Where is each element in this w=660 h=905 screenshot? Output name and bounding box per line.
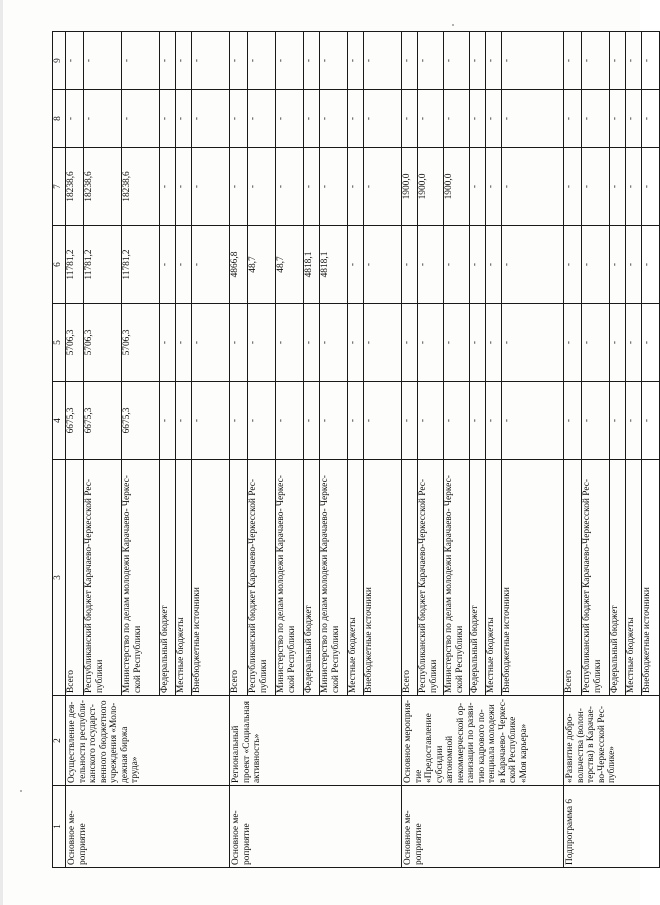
- rotated-table-wrapper: [52, 32, 652, 868]
- value-cell: 11781,2: [66, 226, 84, 304]
- value-cell: -: [192, 304, 230, 382]
- value-cell: -: [192, 382, 230, 460]
- value-cell: -: [176, 226, 192, 304]
- value-cell: -: [626, 226, 642, 304]
- value-cell: -: [486, 90, 502, 148]
- value-cell: -: [66, 90, 84, 148]
- value-cell: -: [348, 90, 364, 148]
- value-cell: -: [364, 304, 402, 382]
- value-cell: -: [444, 32, 470, 90]
- value-cell: -: [248, 90, 276, 148]
- value-cell: -: [160, 304, 176, 382]
- budget-table: [52, 31, 660, 868]
- value-cell: -: [418, 304, 444, 382]
- table-row: [402, 32, 418, 868]
- column-number: 3: [53, 460, 66, 696]
- value-cell: 11781,2: [84, 226, 122, 304]
- value-cell: -: [276, 90, 304, 148]
- item-name-cell: Основное мероприятие «Предоставление субсидии автономной некоммерческой организации по развитию кадрового потенциала молодежи в Карачаево- Черкесской Республике «Моя карьера»: [402, 696, 564, 786]
- value-cell: -: [364, 382, 402, 460]
- value-cell: 48,7: [248, 226, 276, 304]
- funding-source-cell: Республиканский бюджет Карачаево-Черкесской Республики: [84, 460, 122, 696]
- funding-source-cell: Внебюджетные источники: [364, 460, 402, 696]
- value-cell: -: [248, 304, 276, 382]
- value-cell: -: [160, 148, 176, 226]
- funding-source-cell: Министерство по делам молодежи Карачаево- Черкесской Республики: [320, 460, 348, 696]
- funding-source-cell: Местные бюджеты: [176, 460, 192, 696]
- value-cell: 5706,3: [66, 304, 84, 382]
- table-row: [564, 32, 582, 868]
- value-cell: -: [582, 32, 610, 90]
- funding-source-cell: Всего: [402, 460, 418, 696]
- value-cell: -: [248, 382, 276, 460]
- value-cell: -: [486, 304, 502, 382]
- value-cell: -: [642, 226, 660, 304]
- item-type-cell: Основное мероприятие: [66, 786, 230, 868]
- value-cell: 1900,0: [444, 148, 470, 226]
- value-cell: -: [192, 90, 230, 148]
- value-cell: -: [402, 226, 418, 304]
- value-cell: -: [470, 90, 486, 148]
- funding-source-cell: Местные бюджеты: [626, 460, 642, 696]
- value-cell: -: [348, 226, 364, 304]
- item-name-cell: Осуществление деятельности республиканского государственного бюджетного учреждения «Молодежная биржа труда»: [66, 696, 230, 786]
- value-cell: 6675,3: [122, 382, 160, 460]
- value-cell: -: [192, 148, 230, 226]
- value-cell: 6675,3: [66, 382, 84, 460]
- value-cell: 18238,6: [84, 148, 122, 226]
- value-cell: -: [582, 226, 610, 304]
- scan-speck: [20, 790, 22, 792]
- item-type-cell: Основное мероприятие: [230, 786, 402, 868]
- value-cell: -: [642, 148, 660, 226]
- value-cell: -: [642, 32, 660, 90]
- column-number: 8: [53, 90, 66, 148]
- value-cell: -: [402, 304, 418, 382]
- value-cell: -: [610, 32, 626, 90]
- table-body: [53, 32, 660, 868]
- value-cell: -: [348, 304, 364, 382]
- value-cell: -: [176, 148, 192, 226]
- value-cell: -: [564, 226, 582, 304]
- funding-source-cell: Внебюджетные источники: [192, 460, 230, 696]
- value-cell: -: [564, 148, 582, 226]
- value-cell: -: [564, 304, 582, 382]
- table-row: [230, 32, 248, 868]
- funding-source-cell: Республиканский бюджет Карачаево-Черкесской Республики: [582, 460, 610, 696]
- value-cell: -: [364, 32, 402, 90]
- funding-source-cell: Республиканский бюджет Карачаево-Черкесской Республики: [418, 460, 444, 696]
- value-cell: -: [502, 32, 564, 90]
- funding-source-cell: Федеральный бюджет: [470, 460, 486, 696]
- value-cell: -: [470, 226, 486, 304]
- funding-source-cell: Внебюджетные источники: [642, 460, 660, 696]
- value-cell: 5706,3: [84, 304, 122, 382]
- value-cell: -: [626, 32, 642, 90]
- value-cell: -: [304, 148, 320, 226]
- funding-source-cell: Федеральный бюджет: [610, 460, 626, 696]
- value-cell: -: [304, 382, 320, 460]
- value-cell: -: [122, 90, 160, 148]
- value-cell: -: [626, 382, 642, 460]
- value-cell: -: [402, 32, 418, 90]
- value-cell: -: [348, 148, 364, 226]
- value-cell: -: [610, 148, 626, 226]
- funding-source-cell: Федеральный бюджет: [160, 460, 176, 696]
- value-cell: 5706,3: [122, 304, 160, 382]
- value-cell: -: [122, 32, 160, 90]
- value-cell: 4818,1: [304, 226, 320, 304]
- value-cell: -: [320, 304, 348, 382]
- scan-speck: [452, 24, 454, 26]
- value-cell: -: [564, 382, 582, 460]
- value-cell: 4818,1: [320, 226, 348, 304]
- value-cell: -: [230, 90, 248, 148]
- column-number: 1: [53, 786, 66, 868]
- value-cell: -: [304, 90, 320, 148]
- value-cell: -: [486, 148, 502, 226]
- value-cell: -: [276, 304, 304, 382]
- table-row: [66, 32, 84, 868]
- value-cell: -: [320, 148, 348, 226]
- value-cell: -: [642, 382, 660, 460]
- funding-source-cell: Всего: [230, 460, 248, 696]
- value-cell: -: [192, 32, 230, 90]
- value-cell: -: [444, 90, 470, 148]
- value-cell: -: [582, 148, 610, 226]
- value-cell: 48,7: [276, 226, 304, 304]
- column-number: 2: [53, 696, 66, 786]
- funding-source-cell: Республиканский бюджет Карачаево-Черкесской Республики: [248, 460, 276, 696]
- value-cell: -: [502, 90, 564, 148]
- value-cell: -: [610, 382, 626, 460]
- value-cell: -: [176, 32, 192, 90]
- value-cell: -: [486, 226, 502, 304]
- item-type-cell: Подпрограмма 6: [564, 786, 660, 868]
- value-cell: -: [642, 90, 660, 148]
- value-cell: -: [230, 304, 248, 382]
- funding-source-cell: Внебюджетные источники: [502, 460, 564, 696]
- item-name-cell: Региональный проект «Социальная активность»: [230, 696, 402, 786]
- value-cell: -: [418, 226, 444, 304]
- value-cell: -: [176, 304, 192, 382]
- value-cell: -: [418, 90, 444, 148]
- value-cell: -: [348, 382, 364, 460]
- value-cell: -: [582, 382, 610, 460]
- value-cell: -: [402, 382, 418, 460]
- value-cell: -: [364, 226, 402, 304]
- value-cell: -: [160, 90, 176, 148]
- item-type-cell: Основное мероприятие: [402, 786, 564, 868]
- funding-source-cell: Местные бюджеты: [486, 460, 502, 696]
- value-cell: -: [626, 304, 642, 382]
- value-cell: -: [502, 304, 564, 382]
- value-cell: -: [276, 32, 304, 90]
- value-cell: 18238,6: [66, 148, 84, 226]
- value-cell: -: [502, 226, 564, 304]
- value-cell: -: [470, 148, 486, 226]
- value-cell: -: [230, 148, 248, 226]
- value-cell: -: [160, 226, 176, 304]
- value-cell: -: [84, 90, 122, 148]
- value-cell: -: [642, 304, 660, 382]
- value-cell: -: [320, 382, 348, 460]
- value-cell: -: [502, 148, 564, 226]
- value-cell: -: [610, 304, 626, 382]
- column-number: 7: [53, 148, 66, 226]
- value-cell: -: [160, 382, 176, 460]
- value-cell: -: [582, 90, 610, 148]
- value-cell: -: [320, 32, 348, 90]
- value-cell: -: [486, 382, 502, 460]
- value-cell: -: [230, 382, 248, 460]
- value-cell: -: [418, 32, 444, 90]
- value-cell: -: [564, 32, 582, 90]
- value-cell: -: [348, 32, 364, 90]
- value-cell: -: [470, 304, 486, 382]
- value-cell: -: [444, 226, 470, 304]
- value-cell: -: [66, 32, 84, 90]
- value-cell: 6675,3: [84, 382, 122, 460]
- value-cell: -: [364, 148, 402, 226]
- value-cell: -: [402, 90, 418, 148]
- column-number: 4: [53, 382, 66, 460]
- funding-source-cell: Местные бюджеты: [348, 460, 364, 696]
- value-cell: -: [248, 32, 276, 90]
- value-cell: -: [610, 90, 626, 148]
- column-number: 9: [53, 32, 66, 90]
- column-number: 6: [53, 226, 66, 304]
- value-cell: -: [470, 382, 486, 460]
- value-cell: -: [304, 32, 320, 90]
- value-cell: -: [486, 32, 502, 90]
- column-number-row: [53, 32, 66, 868]
- value-cell: -: [502, 382, 564, 460]
- value-cell: -: [320, 90, 348, 148]
- value-cell: 18238,6: [122, 148, 160, 226]
- page-edge-shadow: [0, 0, 3, 905]
- value-cell: -: [418, 382, 444, 460]
- value-cell: 11781,2: [122, 226, 160, 304]
- value-cell: -: [582, 304, 610, 382]
- column-number: 5: [53, 304, 66, 382]
- value-cell: -: [444, 304, 470, 382]
- value-cell: -: [564, 90, 582, 148]
- value-cell: -: [470, 32, 486, 90]
- value-cell: -: [84, 32, 122, 90]
- value-cell: -: [160, 32, 176, 90]
- funding-source-cell: Федеральный бюджет: [304, 460, 320, 696]
- value-cell: -: [176, 382, 192, 460]
- value-cell: -: [230, 32, 248, 90]
- value-cell: -: [626, 90, 642, 148]
- value-cell: -: [276, 382, 304, 460]
- value-cell: -: [610, 226, 626, 304]
- funding-source-cell: Всего: [564, 460, 582, 696]
- value-cell: -: [626, 148, 642, 226]
- value-cell: -: [304, 304, 320, 382]
- value-cell: 1900,0: [418, 148, 444, 226]
- funding-source-cell: Всего: [66, 460, 84, 696]
- funding-source-cell: Министерство по делам молодежи Карачаево- Черкесской Республики: [122, 460, 160, 696]
- value-cell: -: [176, 90, 192, 148]
- value-cell: 1900,0: [402, 148, 418, 226]
- value-cell: -: [248, 148, 276, 226]
- funding-source-cell: Министерство по делам молодежи Карачаево- Черкесской Республики: [276, 460, 304, 696]
- value-cell: 4866,8: [230, 226, 248, 304]
- value-cell: -: [364, 90, 402, 148]
- value-cell: -: [276, 148, 304, 226]
- funding-source-cell: Министерство по делам молодежи Карачаево- Черкесской Республики: [444, 460, 470, 696]
- item-name-cell: «Развитие добровольчества (волонтерства) в Карачаево-Черкесской Республике»: [564, 696, 660, 786]
- value-cell: -: [192, 226, 230, 304]
- value-cell: -: [444, 382, 470, 460]
